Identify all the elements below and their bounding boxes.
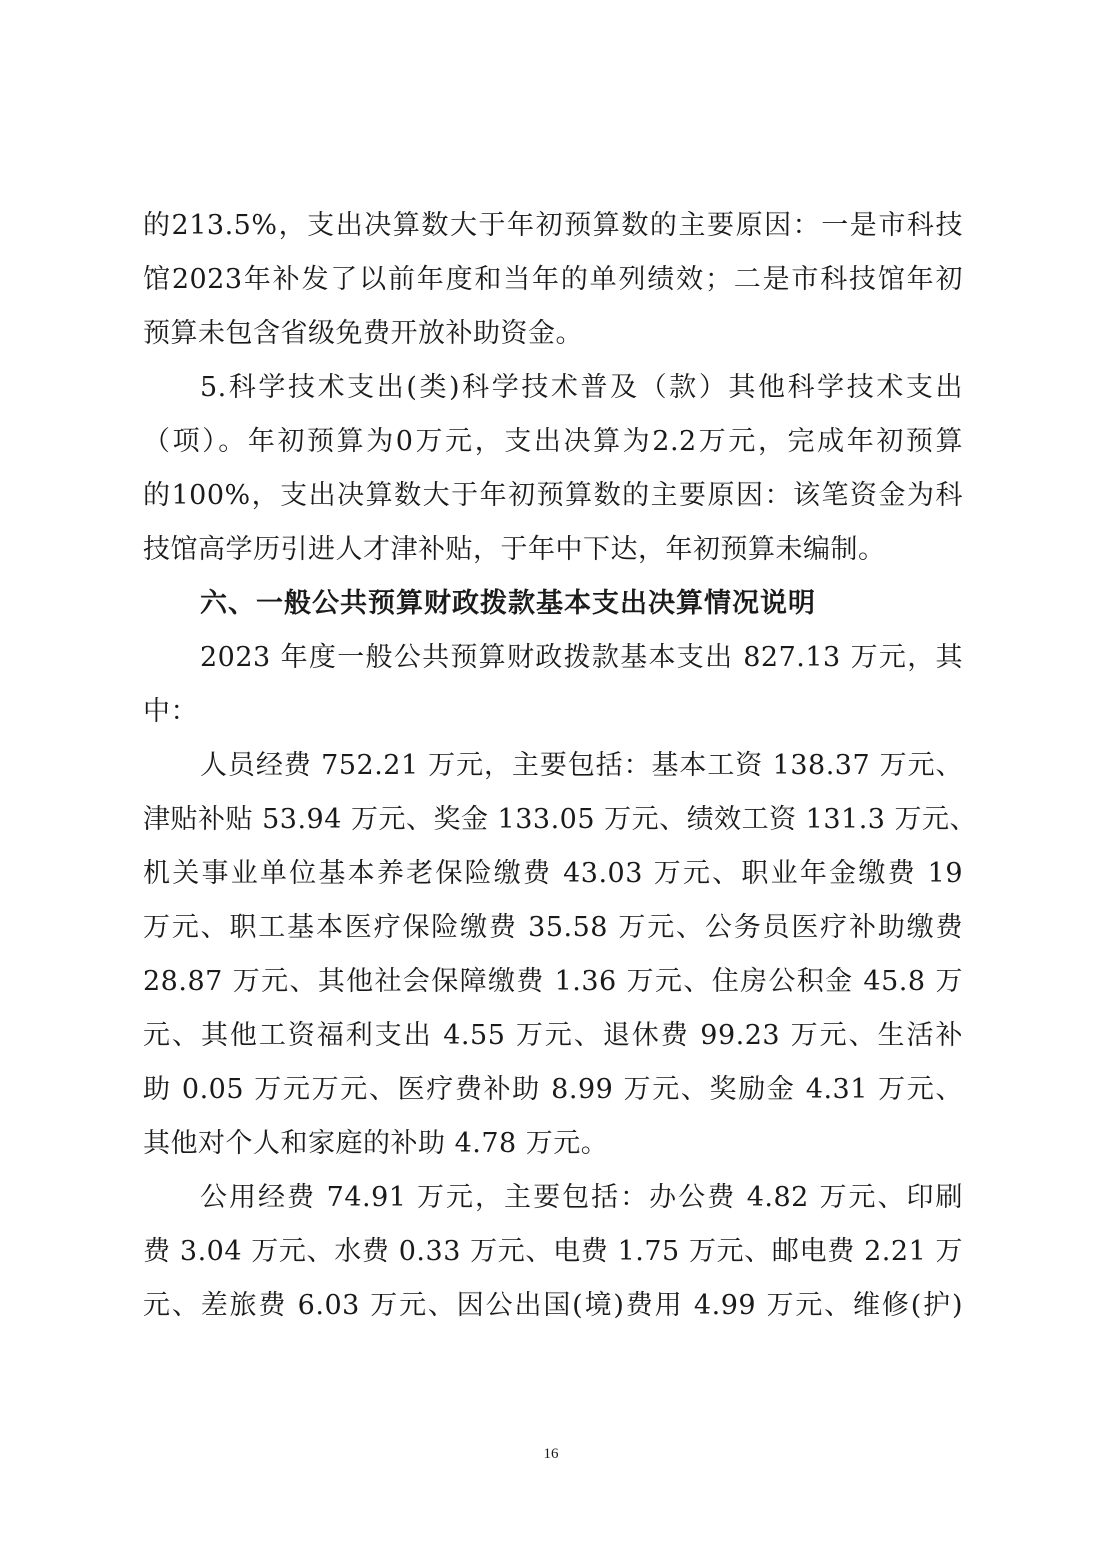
text-line: 其他对个人和家庭的补助 4.78 万元。 <box>143 1128 609 1159</box>
text-line: 预算未包含省级免费开放补助资金。 <box>143 318 583 349</box>
text-line: 28.87 万元、其他社会保障缴费 1.36 万元、住房公积金 45.8 万 <box>143 966 963 997</box>
text-line: （项）。年初预算为0万元，支出决算为2.2万元，完成年初预算 <box>143 426 963 457</box>
text-line: 技馆高学历引进人才津补贴，于年中下达，年初预算未编制。 <box>143 534 886 565</box>
text-line: 中： <box>143 696 198 727</box>
text-line: 馆2023年补发了以前年度和当年的单列绩效；二是市科技馆年初 <box>143 264 963 295</box>
text-line: 费 3.04 万元、水费 0.33 万元、电费 1.75 万元、邮电费 2.21 万 <box>143 1236 963 1267</box>
text-line: 2023 年度一般公共预算财政拨款基本支出 827.13 万元，其 <box>200 642 963 673</box>
page-number: 16 <box>543 1446 559 1462</box>
text-line: 人员经费 752.21 万元，主要包括：基本工资 138.37 万元、 <box>200 750 963 781</box>
text-line: 机关事业单位基本养老保险缴费 43.03 万元、职业年金缴费 19 <box>143 858 963 889</box>
text-line: 助 0.05 万元万元、医疗费补助 8.99 万元、奖励金 4.31 万元、 <box>143 1074 963 1105</box>
text-line: 津贴补贴 53.94 万元、奖金 133.05 万元、绩效工资 131.3 万元、 <box>143 804 978 835</box>
text-line: 元、差旅费 6.03 万元、因公出国(境)费用 4.99 万元、维修(护) <box>143 1290 963 1321</box>
text-line: 公用经费 74.91 万元，主要包括：办公费 4.82 万元、印刷 <box>200 1182 963 1213</box>
text-line: 元、其他工资福利支出 4.55 万元、退休费 99.23 万元、生活补 <box>143 1020 963 1051</box>
text-line: 万元、职工基本医疗保险缴费 35.58 万元、公务员医疗补助缴费 <box>143 912 963 943</box>
text-line: 5.科学技术支出(类)科学技术普及（款）其他科学技术支出 <box>200 372 963 403</box>
section-heading: 六、一般公共预算财政拨款基本支出决算情况说明 <box>200 588 816 619</box>
text-line: 的213.5%，支出决算数大于年初预算数的主要原因：一是市科技 <box>143 210 963 241</box>
text-line: 的100%，支出决算数大于年初预算数的主要原因：该笔资金为科 <box>143 480 963 511</box>
